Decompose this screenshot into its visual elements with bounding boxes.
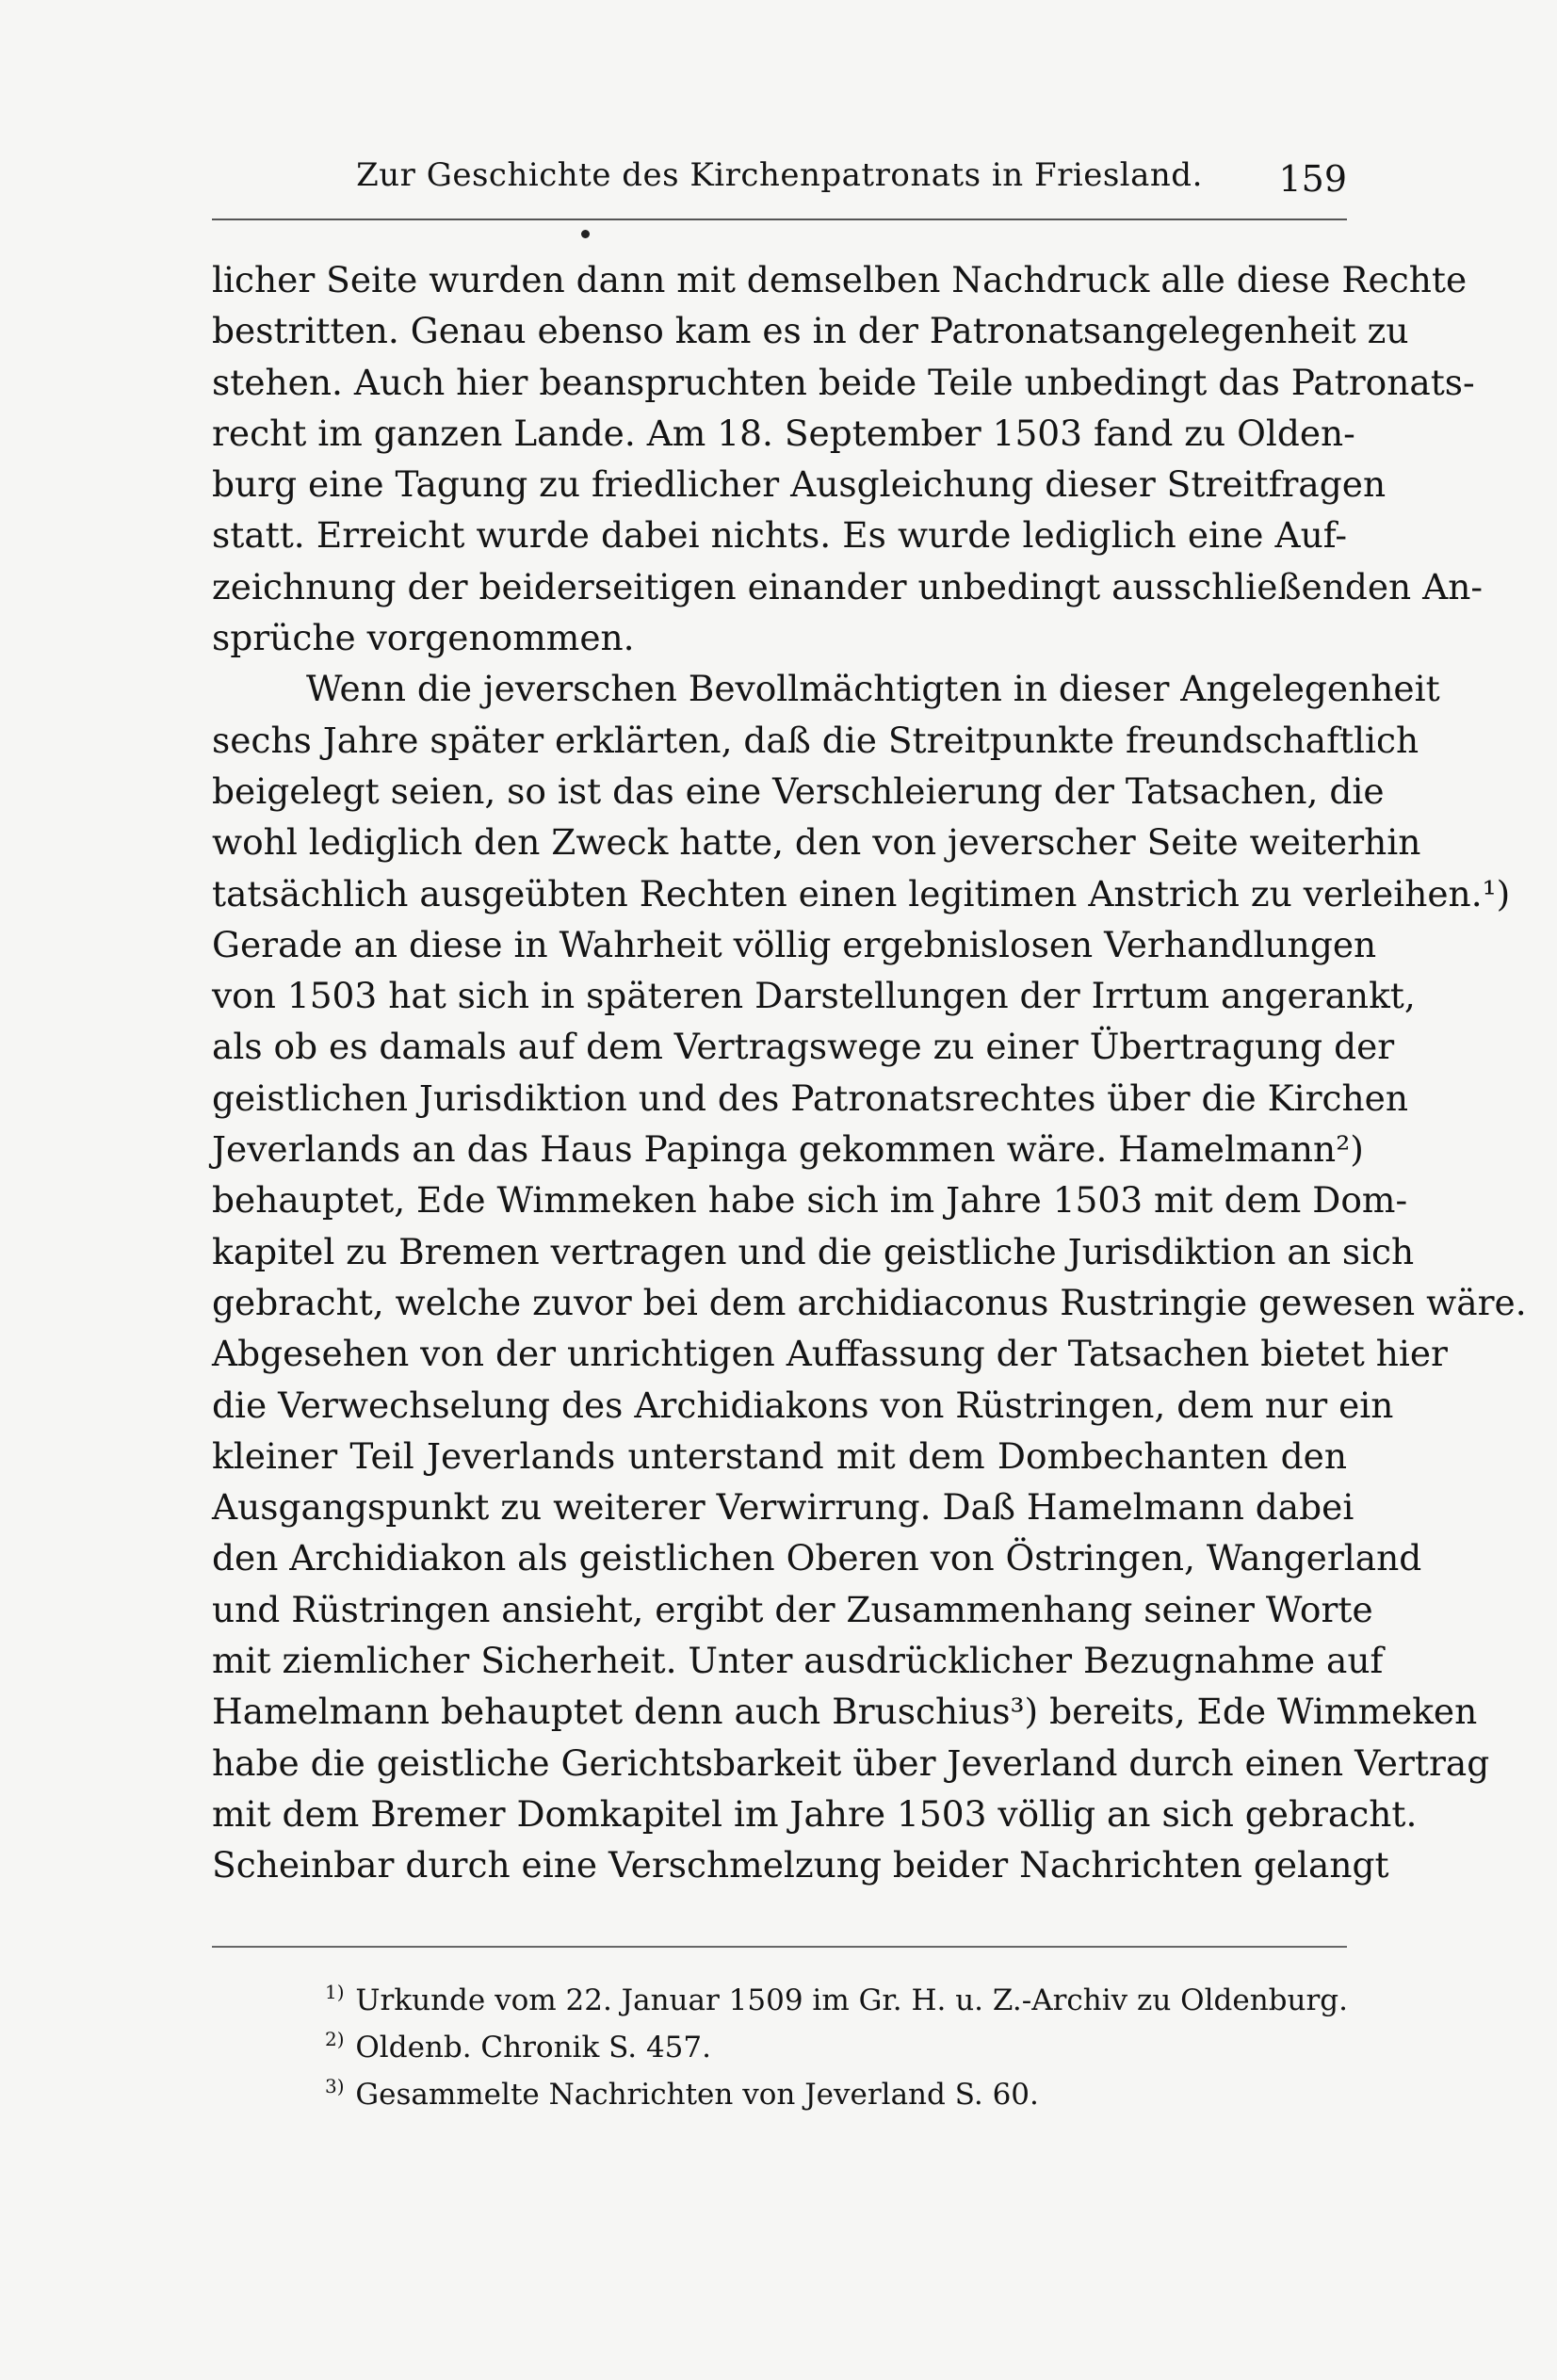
text-line: mit dem Bremer Domkapitel im Jahre 1503 völlig an sich gebracht.	[212, 1792, 1418, 1835]
text-line: sechs Jahre später erklärten, daß die Streitpunkte freundschaftlich	[212, 719, 1419, 761]
footnote-2	[325, 2016, 1347, 2063]
text-line: geistlichen Jurisdiktion und des Patronatsrechtes über die Kirchen	[212, 1077, 1409, 1119]
running-title: Zur Geschichte des Kirchenpatronats in Friesland.	[356, 156, 1203, 194]
text-line: Hamelmann behauptet denn auch Bruschius³) bereits, Ede Wimmeken	[212, 1691, 1478, 1733]
page-number: 159	[1278, 158, 1347, 200]
footnote-text: Gesammelte Nachrichten von Jeverland S. 60.	[355, 2078, 1039, 2112]
text-line: und Rüstringen ansieht, ergibt der Zusammenhang seiner Worte	[212, 1588, 1373, 1630]
text-line: kapitel zu Bremen vertragen und die geistliche Jurisdiktion an sich	[212, 1230, 1415, 1272]
text-line: Gerade an diese in Wahrheit völlig ergebnislosen Verhandlungen	[212, 923, 1377, 965]
text-line: stehen. Auch hier beanspruchten beide Teile unbedingt das Patronats-	[212, 361, 1475, 403]
footnote-1	[325, 1968, 1347, 2016]
text-line: licher Seite wurden dann mit demselben Nachdruck alle diese Rechte	[212, 259, 1468, 300]
text-line: mit ziemlicher Sicherheit. Unter ausdrücklicher Bezugnahme auf	[212, 1640, 1384, 1682]
text-line: die Verwechselung des Archidiakons von Rüstringen, dem nur ein	[212, 1384, 1394, 1426]
text-line: tatsächlich ausgeübten Rechten einen legitimen Anstrich zu verleihen.¹)	[212, 872, 1511, 915]
page-header	[212, 149, 1347, 205]
text-line: gebracht, welche zuvor bei dem archidiaconus Rustringie gewesen wäre.	[212, 1281, 1527, 1323]
text-line: den Archidiakon als geistlichen Oberen von Östringen, Wangerland	[212, 1537, 1422, 1579]
header-rule	[212, 219, 1347, 220]
text-line: beigelegt seien, so ist das eine Verschleierung der Tatsachen, die	[212, 769, 1385, 812]
text-line: Jeverlands an das Haus Papinga gekommen wäre. Hamelmann²)	[212, 1128, 1364, 1171]
text-line: als ob es damals auf dem Vertragswege zu einer Übertragung der	[212, 1026, 1395, 1068]
footnotes	[325, 1968, 1347, 2110]
text-line: Scheinbar durch eine Verschmelzung beider Nachrichten gelangt	[212, 1844, 1389, 1886]
text-line: Abgesehen von der unrichtigen Auffassung der Tatsachen bietet hier	[212, 1333, 1448, 1375]
footnote-3	[325, 2063, 1347, 2110]
text-line: kleiner Teil Jeverlands unterstand mit dem Dombechanten den	[212, 1434, 1347, 1477]
body-text	[212, 254, 1527, 1891]
text-line: von 1503 hat sich in späteren Darstellungen der Irrtum angerankt,	[212, 975, 1416, 1017]
text-line: Ausgangspunkt zu weiterer Verwirrung. Daß Hamelmann dabei	[212, 1486, 1354, 1529]
footnote-text: Urkunde vom 22. Januar 1509 im Gr. H. u. Z.-Archiv zu Oldenburg.	[355, 1983, 1348, 2017]
text-line: burg eine Tagung zu friedlicher Ausgleichung dieser Streitfragen	[212, 463, 1387, 506]
text-line: behauptet, Ede Wimmeken habe sich im Jahre 1503 mit dem Dom-	[212, 1179, 1408, 1222]
text-line: habe die geistliche Gerichtsbarkeit über Jeverland durch einen Vertrag	[212, 1741, 1490, 1784]
text-line: bestritten. Genau ebenso kam es in der Patronatsangelegenheit zu	[212, 310, 1409, 352]
footnote-marker: 2)	[325, 2028, 345, 2050]
text-line: statt. Erreicht wurde dabei nichts. Es wurde lediglich eine Auf-	[212, 514, 1347, 557]
footnote-marker: 1)	[325, 1981, 345, 2003]
text-line: wohl lediglich den Zweck hatte, den von jeverscher Seite weiterhin	[212, 821, 1421, 864]
footnote-rule	[212, 1946, 1347, 1948]
paragraph-start-line: Wenn die jeverschen Bevollmächtigten in dieser Angelegenheit	[306, 668, 1440, 710]
ink-dot	[581, 230, 590, 238]
text-line: sprüche vorgenommen.	[212, 617, 635, 659]
footnote-text: Oldenb. Chronik S. 457.	[355, 2031, 711, 2064]
text-line: recht im ganzen Lande. Am 18. September 1503 fand zu Olden-	[212, 412, 1355, 454]
footnote-marker: 3)	[325, 2075, 345, 2097]
text-line: zeichnung der beiderseitigen einander unbedingt ausschließenden An-	[212, 565, 1484, 607]
